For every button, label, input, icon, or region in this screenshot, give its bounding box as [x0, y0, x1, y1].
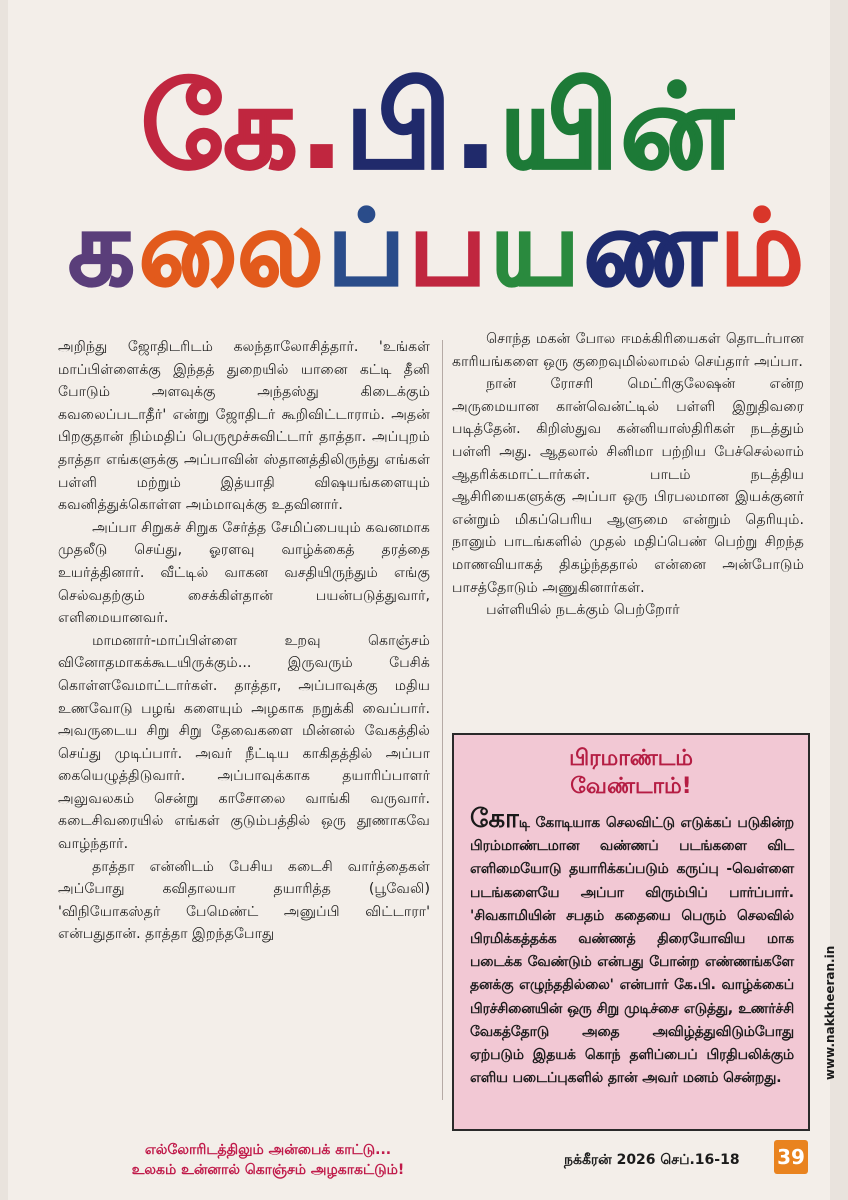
bleed-through-text [48, 10, 788, 26]
headline2-part-3: ப் [327, 187, 410, 309]
headline2-part-6: ண [583, 187, 720, 309]
paragraph: அறிந்து ஜோதிடரிடம் கலந்தாலோசித்தார். 'உங்கள் மாப்பிள்ளைக்கு இந்தத் துறையில் யானை கட்டி தீனி போடும் அளவுக்கு அந்தஸ்து கிடைக்கும் கவலைப்படாதீர்' என்று ஜோதிடர் கூறிவிட்டாராம். அதன் பிறகுதான் நிம்மதிப் பெருமூச்சுவிட்டார் தாத்தா. அப்புறம் தாத்தா எங்களுக்கு அப்பாவின் ஸ்தானத்திலிருந்து எங்கள் பள்ளி மற்றும் இத்யாதி விஷயங்களையும் கவனித்துக்கொள்ள அம்மாவுக்கு உதவினார். [58, 339, 430, 514]
paragraph: மாமனார்-மாப்பிள்ளை உறவு கொஞ்சம் வினோதமாகக்கூடயிருக்கும்... இருவரும் பேசிக் கொள்ளவேமாட்டார்கள். தாத்தா, அப்பாவுக்கு மதிய உணவோடு பழங் களையும் அழகாக நறுக்கி வைப்பார். அவருடைய சிறு சிறு தேவைகளை மின்னல் வேகத்தில் செய்து முடிப்பார். அவர் நீட்டிய காகிதத்தில் அப்பா கையெழுத்திடுவார். அப்பாவுக்காக தயாரிப்பாளர் அலுவலகம் சென்று காசோலை வாங்கி வருவார். கடைசிவரையில் எங்கள் குடும்பத்தில் ஒரு தூணாகவே வாழ்ந்தார். [58, 632, 430, 853]
page-number: 39 [774, 1140, 808, 1174]
headline-part-3: யின் [499, 60, 736, 195]
paragraph: சொந்த மகன் போல ஈமக்கிரியைகள் தொடர்பான காரியங்களை ஒரு குறைவுமில்லாமல் செய்தார் அப்பா. [452, 331, 804, 370]
article-column-right [452, 328, 804, 622]
sidebar-title [454, 745, 808, 801]
headline2-part-1: க [68, 187, 139, 309]
magazine-page [8, 0, 837, 1200]
headline-line-2 [58, 188, 818, 308]
sidebar-title-line-1: பிரமாண்டம் [569, 746, 693, 771]
footer-quote [108, 1140, 428, 1180]
paragraph: தாத்தா என்னிடம் பேசிய கடைசி வார்த்தைகள் அப்போது கவிதாலயா தயாரித்த (பூவேலி) 'விநியோகஸ்தர் பேமெண்ட் அனுப்பி விட்டாரா' என்பதுதான். தாத்தா இறந்தபோது [58, 858, 430, 943]
paragraph: அப்பா சிறுகச் சிறுக சேர்த்த சேமிப்பையும் கவனமாக முதலீடு செய்து, ஓரளவு வாழ்க்கைத் தரத்தை உயர்த்தினார். வீட்டில் வாகன வசதியிருந்தும் எங்கு செல்வதற்கும் சைக்கிள்தான் பயன்படுத்துவார், எளிமையானவர். [58, 519, 430, 627]
headline2-part-4: ப [409, 187, 491, 309]
website-label: www.nakkheeran.in [823, 945, 837, 1080]
headline-part-1: கே. [140, 60, 346, 195]
sidebar-title-line-2: வேண்டாம்! [570, 774, 692, 799]
headline2-part-2: லை [138, 187, 328, 309]
paragraph: பள்ளியில் நடக்கும் பெற்றோர் [486, 602, 680, 619]
sidebar-text: டி கோடியாக செலவிட்டு எடுக்கப் படுகின்ற பிரம்மாண்டமான வண்ணப் படங்களை விட எளிமையோடு தயாரிக்கப்படும் கருப்பு -வெள்ளை படங்களையே அப்பா விரும்பிப் பார்ப்பார். 'சிவகாமியின் சபதம் கதையை பெரும் செலவில் பிரமிக்கத்தக்க வண்ணத் திரையோவிய மாக படைக்க வேண்டும் என்பது போன்ற எண்ணங்களே தனக்கு எழுந்ததில்லை' என்பார் கே.பி. வாழ்க்கைப் பிரச்சினையின் ஒரு சிறு முடிச்சை எடுத்து, உணர்ச்சி வேகத்தோடு அதை அவிழ்த்துவிடும்போது ஏற்படும் இதயக் கொந் தளிப்பைப் பிரதிபலிக்கும் எளிய படைப்புகளில் தான் அவர் மனம் சென்றது. [470, 815, 794, 1087]
headline-line-1 [58, 58, 818, 198]
column-divider [442, 340, 443, 1100]
sidebar-box [452, 733, 810, 1131]
article-column-left [58, 336, 430, 946]
headline2-part-7: ம் [719, 187, 808, 309]
headline-part-2: பி. [345, 60, 500, 195]
paragraph: நான் ரோசரி மெட்ரிகுலேஷன் என்ற அருமையான கான்வென்ட்டில் பள்ளி இறுதிவரை படித்தேன். கிறிஸ்துவ கன்னியாஸ்திரிகள் நடத்தும் பள்ளி அது. ஆதலால் சினிமா பற்றிய பேச்செல்லாம் ஆதரிக்கமாட்டார்கள். பாடம் நடத்திய ஆசிரியைகளுக்கு அப்பா ஒரு பிரபலமான இயக்குனர் என்றும் மிகப்பெரிய ஆளுமை என்றும் தெரியும். நானும் பாடங்களில் முதல் மதிப்பெண் பெற்று சிறந்த மாணவியாகத் திகழ்ந்ததால் என்னை அன்போடும் பாசத்தோடும் அணுகினார்கள். [452, 376, 804, 596]
sidebar-body [470, 804, 794, 1090]
footer-quote-line-1: எல்லோரிடத்திலும் அன்பைக் காட்டு... [144, 1142, 392, 1158]
headline2-part-5: ய [490, 187, 584, 309]
issue-reference: நக்கீரன் 2026 செப்.16-18 [564, 1152, 740, 1168]
footer-quote-line-2: உலகம் உன்னால் கொஞ்சம் அழகாகட்டும்! [131, 1162, 405, 1178]
sidebar-dropcap: கோ [470, 804, 519, 834]
